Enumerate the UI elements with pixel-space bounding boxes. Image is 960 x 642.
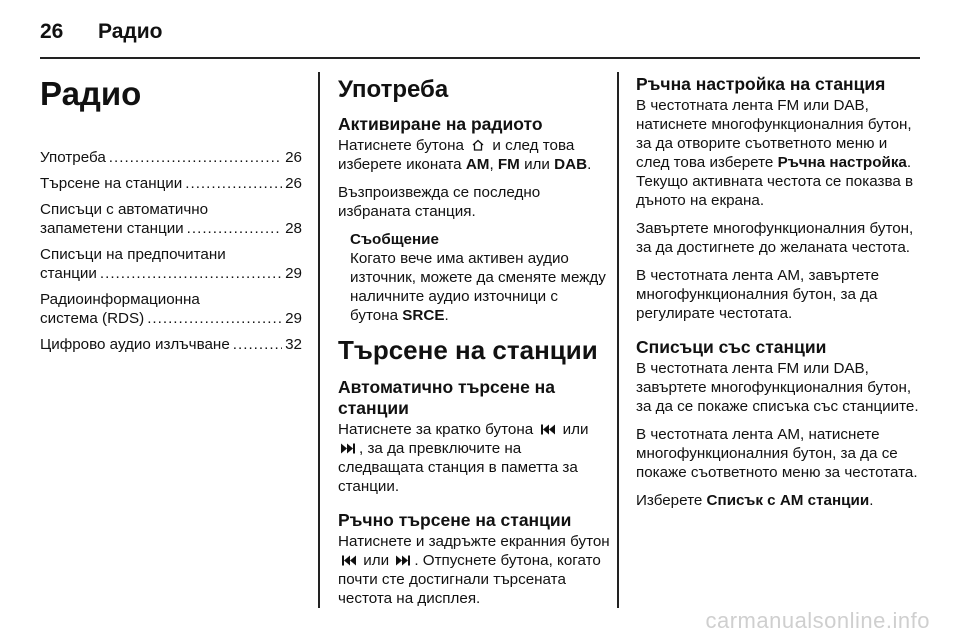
station-lists-heading: Списъци със станции <box>636 337 827 357</box>
am-label: AM <box>465 156 490 173</box>
activate-paragraph: Натиснете бутона и след това изберете иконата AM, FM или DAB. <box>338 137 592 173</box>
skip-back-icon <box>341 554 356 567</box>
toc-leader-dots <box>147 309 282 328</box>
note-text: Когато вече има активен аудио източник, можете да сменяте между наличните аудио източници с бутона SRCE. <box>350 250 606 324</box>
manual-tuning-paragraph: В честотната лента FM или DAB, натиснете многофункционалния бутон, за да отворите съответното меню и след това изберете Ръчна настройка. Текущо активната честота се показва в дъното на екрана. <box>636 97 914 209</box>
page-header <box>40 20 162 44</box>
last-station-paragraph: Възпроизвежда се последно избраната станция. <box>338 184 541 220</box>
toc-entry-line <box>40 148 302 167</box>
auto-search-paragraph: Натиснете за кратко бутона или , за да превключите на следващата станция в паметта за станции. <box>338 421 589 495</box>
toc-page-number: 26 <box>285 175 302 192</box>
toc-entry-title: система (RDS) <box>40 310 145 327</box>
select-am-list-paragraph: Изберете Списък с AM станции. <box>636 492 874 509</box>
toc-leader-dots <box>100 264 282 283</box>
manual-search-paragraph: Натиснете и задръжте екранния бутон или . Отпуснете бутона, когато почти сте достигнали търсената честота на дисплея. <box>338 533 610 607</box>
toc-entry[interactable] <box>40 200 302 238</box>
toc-list <box>40 148 302 354</box>
toc-entry-line <box>40 335 302 354</box>
toc-entry-text: Списъци на предпочитани <box>40 246 226 263</box>
fm-dab-list-paragraph: В честотната лента FM или DAB, завъртете многофункционалния бутон, за да се покаже списъка със станциите. <box>636 360 919 415</box>
header-section-title: Радио <box>98 20 163 43</box>
toc-page-number: 29 <box>285 265 302 282</box>
toc-page-number: 28 <box>285 220 302 237</box>
skip-forward-icon <box>396 554 411 567</box>
am-station-list-label: Списък с AM станции <box>706 492 870 509</box>
toc-leader-dots <box>233 335 282 354</box>
fm-label: FM <box>497 156 520 173</box>
toc-entry-title: Търсене на станции <box>40 175 183 192</box>
dab-label: DAB <box>554 156 588 173</box>
toc-leader-dots <box>185 174 282 193</box>
toc-page-number: 32 <box>285 336 302 353</box>
manual-tuning-menu-label: Ръчна настройка <box>777 154 907 171</box>
note-box <box>350 230 610 325</box>
activate-radio-heading: Активиране на радиото <box>338 114 543 134</box>
content-column-2 <box>338 74 610 617</box>
content-column-3 <box>636 74 922 519</box>
usage-heading: Употреба <box>338 76 449 103</box>
skip-back-icon <box>540 423 555 436</box>
toc-entry-title: станции <box>40 265 97 282</box>
toc-page-number: 29 <box>285 310 302 327</box>
srce-label: SRCE <box>402 307 445 324</box>
toc-entry-title: Употреба <box>40 149 106 166</box>
toc-entry-title: Цифрово аудио излъчване <box>40 336 230 353</box>
rotate-knob-paragraph: Завъртете многофункционалния бутон, за да достигнете до желаната честота. <box>636 220 914 256</box>
watermark: carmanualsonline.info <box>705 608 930 633</box>
toc-entry-title: запаметени станции <box>40 220 184 237</box>
toc-entry-text: Списъци с автоматично <box>40 201 209 218</box>
page-number: 26 <box>40 20 64 43</box>
toc-entry[interactable] <box>40 290 302 328</box>
toc-entry-line <box>40 309 302 328</box>
am-tuning-paragraph: В честотната лента AM, завъртете многофункционалния бутон, за да регулирате честотата. <box>636 267 880 322</box>
station-search-heading: Търсене на станции <box>338 335 598 365</box>
toc-entry-line <box>40 264 302 283</box>
manual-search-heading: Ръчно търсене на станции <box>338 510 572 530</box>
toc-column <box>40 74 302 361</box>
home-icon <box>471 138 485 152</box>
toc-entry-line <box>40 219 302 238</box>
toc-entry[interactable] <box>40 148 302 167</box>
toc-leader-dots <box>187 219 282 238</box>
toc-entry[interactable] <box>40 335 302 354</box>
column-divider-2 <box>617 72 619 608</box>
toc-entry-text: Радиоинформационна <box>40 291 200 308</box>
note-title: Съобщение <box>350 231 439 248</box>
toc-entry[interactable] <box>40 245 302 283</box>
skip-forward-icon <box>341 442 356 455</box>
toc-entry[interactable] <box>40 174 302 193</box>
chapter-title: Радио <box>40 75 142 112</box>
toc-page-number: 26 <box>285 149 302 166</box>
toc-leader-dots <box>109 148 282 167</box>
toc-entry-line <box>40 174 302 193</box>
auto-search-heading: Автоматично търсене на станции <box>338 377 555 418</box>
column-divider-1 <box>318 72 320 608</box>
header-rule <box>40 57 920 59</box>
am-list-paragraph: В честотната лента AM, натиснете многофункционалния бутон, за да се покаже съответното меню за честотата. <box>636 426 918 481</box>
manual-tuning-heading: Ръчна настройка на станция <box>636 74 886 94</box>
